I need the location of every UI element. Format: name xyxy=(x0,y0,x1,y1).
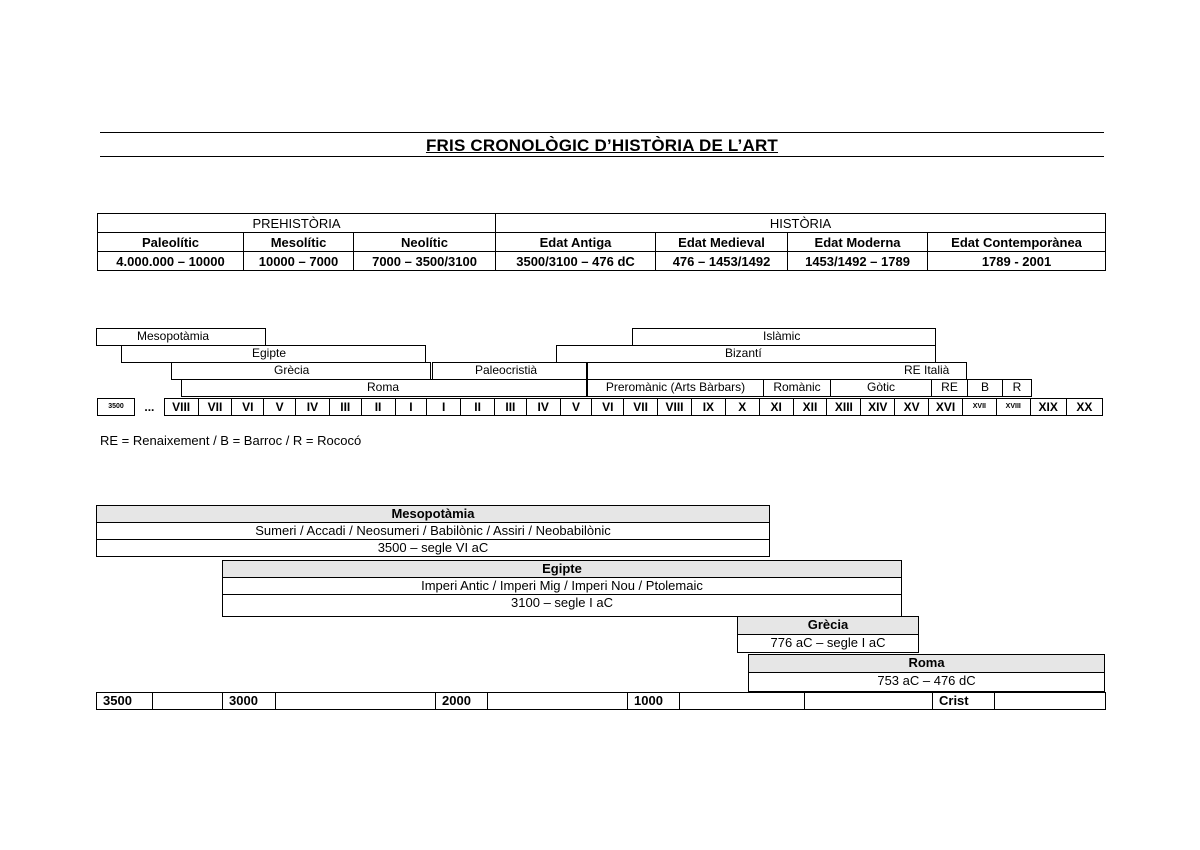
century-cell: XII xyxy=(793,399,827,416)
century-cell: XIV xyxy=(861,399,895,416)
century-cell: II xyxy=(361,399,395,416)
century-cell: VII xyxy=(624,399,658,416)
style-label: Egipte xyxy=(252,346,287,360)
style-re-italia xyxy=(587,362,967,380)
period-name: Edat Medieval xyxy=(656,233,788,252)
axis-label-3500: 3500 xyxy=(97,693,153,710)
century-cell: III xyxy=(329,399,361,416)
style-label: Bizantí xyxy=(725,346,762,360)
style-label: Mesopotàmia xyxy=(137,329,210,343)
century-cell: XX xyxy=(1066,399,1102,416)
style-label: Paleocristià xyxy=(475,363,538,377)
century-cell: III xyxy=(495,399,527,416)
civ-roma-name: Roma xyxy=(748,654,1105,673)
axis-label-crist: Crist xyxy=(933,693,995,710)
civ-egipte-dates: 3100 – segle I aC xyxy=(222,594,902,617)
century-cell: XVIII xyxy=(996,399,1030,416)
axis-spacer xyxy=(995,693,1106,710)
century-cell: VI xyxy=(232,399,264,416)
style-gotic xyxy=(830,379,932,397)
century-cell: X xyxy=(725,399,759,416)
civ-egipte-detail: Imperi Antic / Imperi Mig / Imperi Nou / Ptolemaic xyxy=(222,577,902,595)
century-cell: II xyxy=(461,399,495,416)
century-cell: IV xyxy=(526,399,560,416)
century-cell: I xyxy=(427,399,461,416)
style-label: RE Italià xyxy=(904,363,950,377)
period-dates: 4.000.000 – 10000 xyxy=(98,252,244,271)
periods-table xyxy=(97,213,1106,271)
civ-mesopotamia-name: Mesopotàmia xyxy=(96,505,770,523)
centuries-row xyxy=(97,398,1103,416)
century-cell: VIII xyxy=(658,399,692,416)
century-cell: V xyxy=(264,399,296,416)
legend-text: RE = Renaixement / B = Barroc / R = Rococó xyxy=(100,433,362,448)
style-label: RE xyxy=(941,380,958,394)
period-name: Edat Antiga xyxy=(496,233,656,252)
style-paleocristia xyxy=(432,362,587,380)
style-mesopotamia xyxy=(96,328,266,346)
style-preromanic xyxy=(587,379,764,397)
style-label: Islàmic xyxy=(763,329,801,343)
period-dates-row xyxy=(98,252,1106,271)
period-dates: 1789 - 2001 xyxy=(928,252,1106,271)
axis-spacer xyxy=(276,693,436,710)
period-name: Paleolític xyxy=(98,233,244,252)
period-dates: 7000 – 3500/3100 xyxy=(354,252,496,271)
prehistoria-header: PREHISTÒRIA xyxy=(98,214,496,233)
style-islamic xyxy=(632,328,936,346)
century-cell: ... xyxy=(144,400,155,414)
axis-label-2000: 2000 xyxy=(436,693,488,710)
civ-egipte-name: Egipte xyxy=(222,560,902,578)
style-label: Grècia xyxy=(274,363,310,377)
century-cell: IX xyxy=(691,399,725,416)
style-re xyxy=(931,379,968,397)
civ-grecia-name: Grècia xyxy=(737,616,919,635)
style-bizanti xyxy=(556,345,936,363)
year-axis xyxy=(96,692,1106,710)
century-cell: IV xyxy=(295,399,329,416)
style-label: R xyxy=(1012,380,1022,394)
style-label: Roma xyxy=(367,380,400,394)
century-cell: XV xyxy=(895,399,929,416)
period-name: Edat Contemporànea xyxy=(928,233,1106,252)
century-cell: XIII xyxy=(827,399,861,416)
period-name: Mesolític xyxy=(244,233,354,252)
period-name-row xyxy=(98,233,1106,252)
era-row xyxy=(98,214,1106,233)
century-cell: XIX xyxy=(1030,399,1066,416)
civ-grecia-dates: 776 aC – segle I aC xyxy=(737,634,919,653)
century-cell: I xyxy=(395,399,427,416)
century-cell: XI xyxy=(759,399,793,416)
civ-mesopotamia-dates: 3500 – segle VI aC xyxy=(96,539,770,557)
axis-spacer xyxy=(680,693,805,710)
style-b xyxy=(967,379,1003,397)
century-cell: XVI xyxy=(929,399,963,416)
axis-label-1000: 1000 xyxy=(628,693,680,710)
century-cell: 3500 xyxy=(98,399,135,416)
period-dates: 1453/1492 – 1789 xyxy=(788,252,928,271)
page-title: FRIS CRONOLÒGIC D’HISTÒRIA DE L’ART xyxy=(425,136,779,155)
civ-mesopotamia-detail: Sumeri / Accadi / Neosumeri / Babilònic / Assiri / Neobabilònic xyxy=(96,522,770,540)
century-cell: XVII xyxy=(962,399,996,416)
historia-header: HISTÒRIA xyxy=(496,214,1106,233)
axis-label-3000: 3000 xyxy=(223,693,276,710)
style-roma xyxy=(181,379,587,397)
century-cell: VII xyxy=(198,399,232,416)
period-name: Neolític xyxy=(354,233,496,252)
style-grecia xyxy=(171,362,431,380)
axis-spacer xyxy=(153,693,223,710)
style-label: Preromànic (Arts Bàrbars) xyxy=(605,380,746,394)
title-bottom-rule xyxy=(100,156,1104,157)
style-r xyxy=(1002,379,1032,397)
title-top-rule xyxy=(100,132,1104,133)
axis-spacer xyxy=(805,693,933,710)
style-label: B xyxy=(980,380,989,394)
century-cell: VIII xyxy=(164,399,198,416)
style-label: Romànic xyxy=(773,380,821,394)
period-dates: 10000 – 7000 xyxy=(244,252,354,271)
period-dates: 476 – 1453/1492 xyxy=(656,252,788,271)
period-dates: 3500/3100 – 476 dC xyxy=(496,252,656,271)
style-egipte xyxy=(121,345,426,363)
period-name: Edat Moderna xyxy=(788,233,928,252)
century-cell: VI xyxy=(592,399,624,416)
civ-roma-dates: 753 aC – 476 dC xyxy=(748,672,1105,692)
axis-spacer xyxy=(488,693,628,710)
style-label: Gòtic xyxy=(866,380,895,394)
style-romanic xyxy=(763,379,831,397)
century-cell: V xyxy=(560,399,592,416)
